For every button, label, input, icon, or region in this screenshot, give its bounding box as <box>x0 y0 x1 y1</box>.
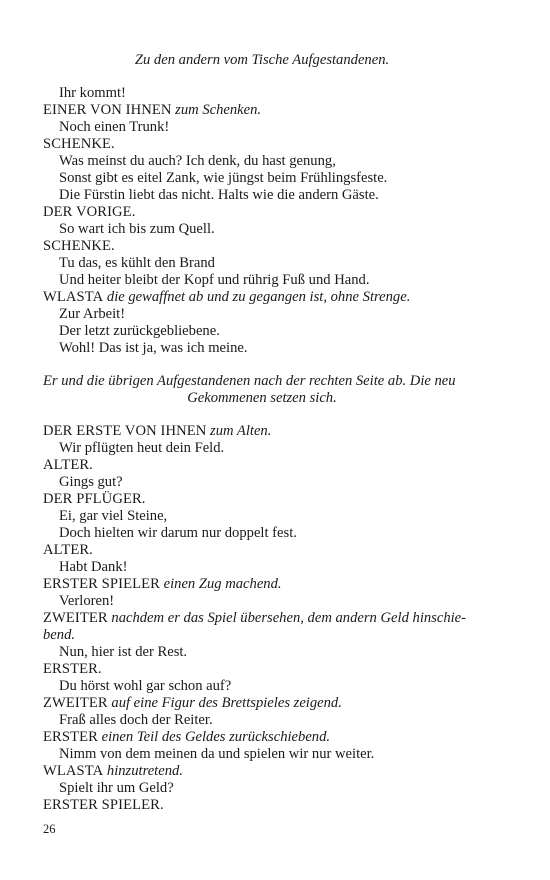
dialogue-line: Was meinst du auch? Ich denk, du hast genung, <box>59 153 336 169</box>
dialogue-line: Wir pflügten heut dein Feld. <box>59 440 225 456</box>
speaker-line <box>43 762 183 780</box>
speaker-name: DER ERSTE VON IHNEN <box>43 423 207 439</box>
speaker-direction: einen Teil des Geldes zurückschiebend. <box>101 729 331 745</box>
dialogue-line: Nun, hier ist der Rest. <box>59 644 188 660</box>
speaker-direction: zum Alten. <box>210 423 272 439</box>
speaker-name: WLASTA <box>43 289 104 305</box>
speaker-direction: zum Schenken. <box>175 102 262 118</box>
stage-direction: Zu den andern vom Tische Aufgestandenen. <box>134 52 390 68</box>
speaker-name: DER PFLÜGER. <box>43 491 146 507</box>
dialogue-line: Doch hielten wir darum nur doppelt fest. <box>59 525 297 541</box>
dialogue-line: Noch einen Trunk! <box>59 119 170 135</box>
speaker-line <box>43 490 146 508</box>
speaker-direction: die gewaffnet ab und zu gegangen ist, ohne Strenge. <box>106 289 411 305</box>
dialogue-line: So wart ich bis zum Quell. <box>59 221 215 237</box>
speaker-line <box>43 575 282 593</box>
speaker-line <box>43 694 342 712</box>
dialogue-line: Tu das, es kühlt den Brand <box>59 255 215 271</box>
dialogue-line: Gings gut? <box>59 474 123 490</box>
dialogue-line: Spielt ihr um Geld? <box>59 780 174 796</box>
stage-direction: Gekommenen setzen sich. <box>187 390 337 406</box>
speaker-name: ERSTER SPIELER. <box>43 797 164 813</box>
speaker-name: SCHENKE. <box>43 136 115 152</box>
dialogue-line: Verloren! <box>59 593 115 609</box>
dialogue-line: Zur Arbeit! <box>59 306 126 322</box>
dialogue-line: Ei, gar viel Steine, <box>59 508 168 524</box>
dialogue-line: Und heiter bleibt der Kopf und rührig Fuß und Hand. <box>59 272 370 288</box>
speaker-name: ALTER. <box>43 542 93 558</box>
speaker-line <box>43 456 93 474</box>
speaker-name: ZWEITER <box>43 610 108 626</box>
dialogue-line: Du hörst wohl gar schon auf? <box>59 678 232 694</box>
speaker-direction-continued: bend. <box>43 627 76 643</box>
speaker-name: ZWEITER <box>43 695 108 711</box>
speaker-line <box>43 422 271 440</box>
speaker-direction: einen Zug machend. <box>163 576 282 592</box>
speaker-direction: hinzutretend. <box>106 763 183 779</box>
speaker-line <box>43 728 330 746</box>
speaker-name: DER VORIGE. <box>43 204 136 220</box>
speaker-direction: nachdem er das Spiel übersehen, dem andern Geld hinschie- <box>111 610 467 626</box>
dialogue-line: Der letzt zurückgebliebene. <box>59 323 220 339</box>
speaker-name: ALTER. <box>43 457 93 473</box>
speaker-name: ERSTER SPIELER <box>43 576 160 592</box>
dialogue-line: Fraß alles doch der Reiter. <box>59 712 213 728</box>
speaker-line <box>43 237 115 255</box>
speaker-name: SCHENKE. <box>43 238 115 254</box>
dialogue-line: Nimm von dem meinen da und spielen wir nur weiter. <box>59 746 375 762</box>
speaker-line <box>43 796 164 814</box>
speaker-line <box>43 203 135 221</box>
speaker-name: ERSTER <box>43 729 98 745</box>
speaker-line <box>43 541 93 559</box>
dialogue-line: Sonst gibt es eitel Zank, wie jüngst beim Frühlingsfeste. <box>59 170 388 186</box>
speaker-direction: auf eine Figur des Brettspieles zeigend. <box>111 695 342 711</box>
speaker-line <box>43 288 410 306</box>
dialogue-line: Die Fürstin liebt das nicht. Halts wie die andern Gäste. <box>59 187 379 203</box>
dialogue-line: Habt Dank! <box>59 559 128 575</box>
speaker-name: EINER VON IHNEN <box>43 102 172 118</box>
page-number: 26 <box>43 822 56 836</box>
speaker-line <box>43 101 261 119</box>
speaker-line <box>43 660 102 678</box>
speaker-name: ERSTER. <box>43 661 102 677</box>
dialogue-line: Wohl! Das ist ja, was ich meine. <box>59 340 248 356</box>
speaker-line <box>43 135 115 153</box>
dialogue-line: Ihr kommt! <box>59 85 126 101</box>
stage-direction: Er und die übrigen Aufgestandenen nach der rechten Seite ab. Die neu <box>43 373 456 389</box>
speaker-line <box>43 609 466 627</box>
speaker-name: WLASTA <box>43 763 104 779</box>
